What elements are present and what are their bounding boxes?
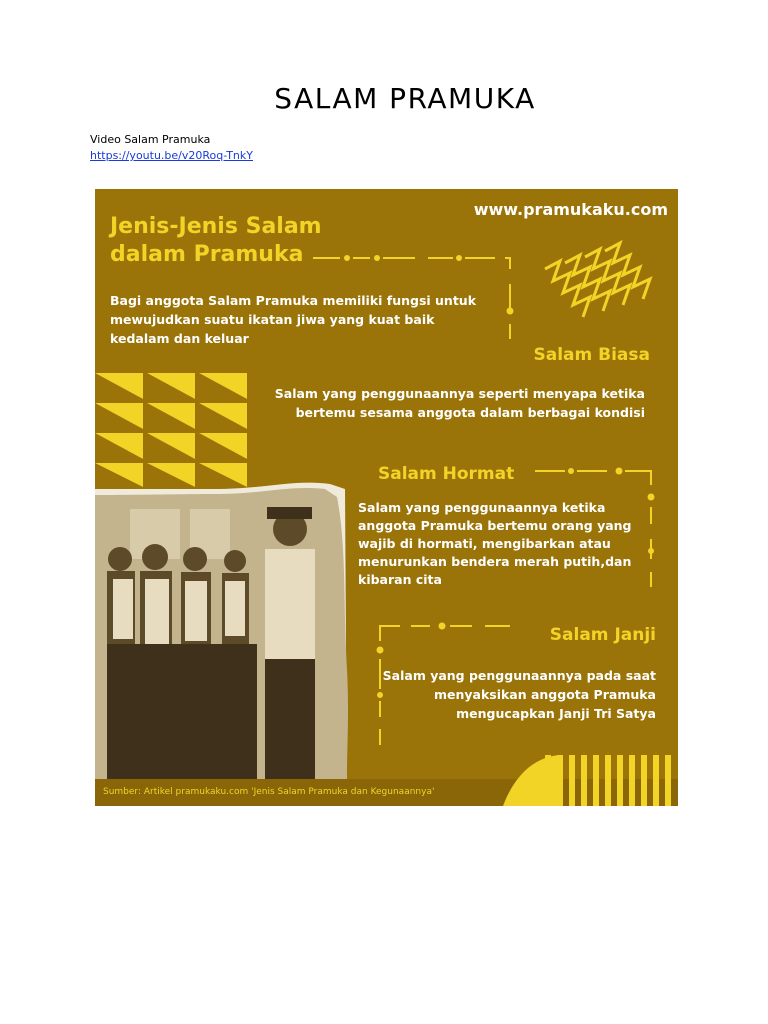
salam-janji-description: Salam yang penggunaannya pada saat menyaksikan anggota Pramuka mengucapkan Janji Tri Satya bbox=[382, 668, 656, 721]
salam-hormat-description: Salam yang penggunaannya ketika anggota Pramuka bertemu orang yang wajib di hormati, mengibarkan atau menurunkan bendera merah putih,dan kibaran cita bbox=[358, 500, 632, 587]
heading-line-1: Jenis-Jenis Salam bbox=[110, 214, 322, 239]
document-title: SALAM PRAMUKA bbox=[274, 82, 536, 115]
heading-line-2: dalam Pramuka bbox=[110, 242, 304, 267]
infographic-image bbox=[95, 189, 678, 806]
video-label: Video Salam Pramuka bbox=[90, 133, 211, 146]
salam-janji-title: Salam Janji bbox=[549, 625, 656, 645]
scout-photo bbox=[95, 483, 348, 806]
salam-hormat-title: Salam Hormat bbox=[378, 464, 515, 484]
website-label: www.pramukaku.com bbox=[473, 200, 668, 219]
intro-text: Bagi anggota Salam Pramuka memiliki fungsi untuk mewujudkan suatu ikatan jiwa yang kuat baik kedalam dan keluar bbox=[110, 293, 477, 346]
source-caption: Sumber: Artikel pramukaku.com 'Jenis Salam Pramuka dan Kegunaannya' bbox=[103, 787, 435, 797]
infographic-heading bbox=[110, 213, 322, 269]
salam-biasa-title: Salam Biasa bbox=[533, 345, 650, 365]
zigzag-pattern bbox=[545, 243, 650, 317]
video-link[interactable]: https://youtu.be/v20Roq-TnkY bbox=[90, 149, 253, 162]
salam-biasa-description: Salam yang penggunaannya seperti menyapa ketika bertemu sesama anggota dalam berbagai kondisi bbox=[274, 386, 645, 420]
